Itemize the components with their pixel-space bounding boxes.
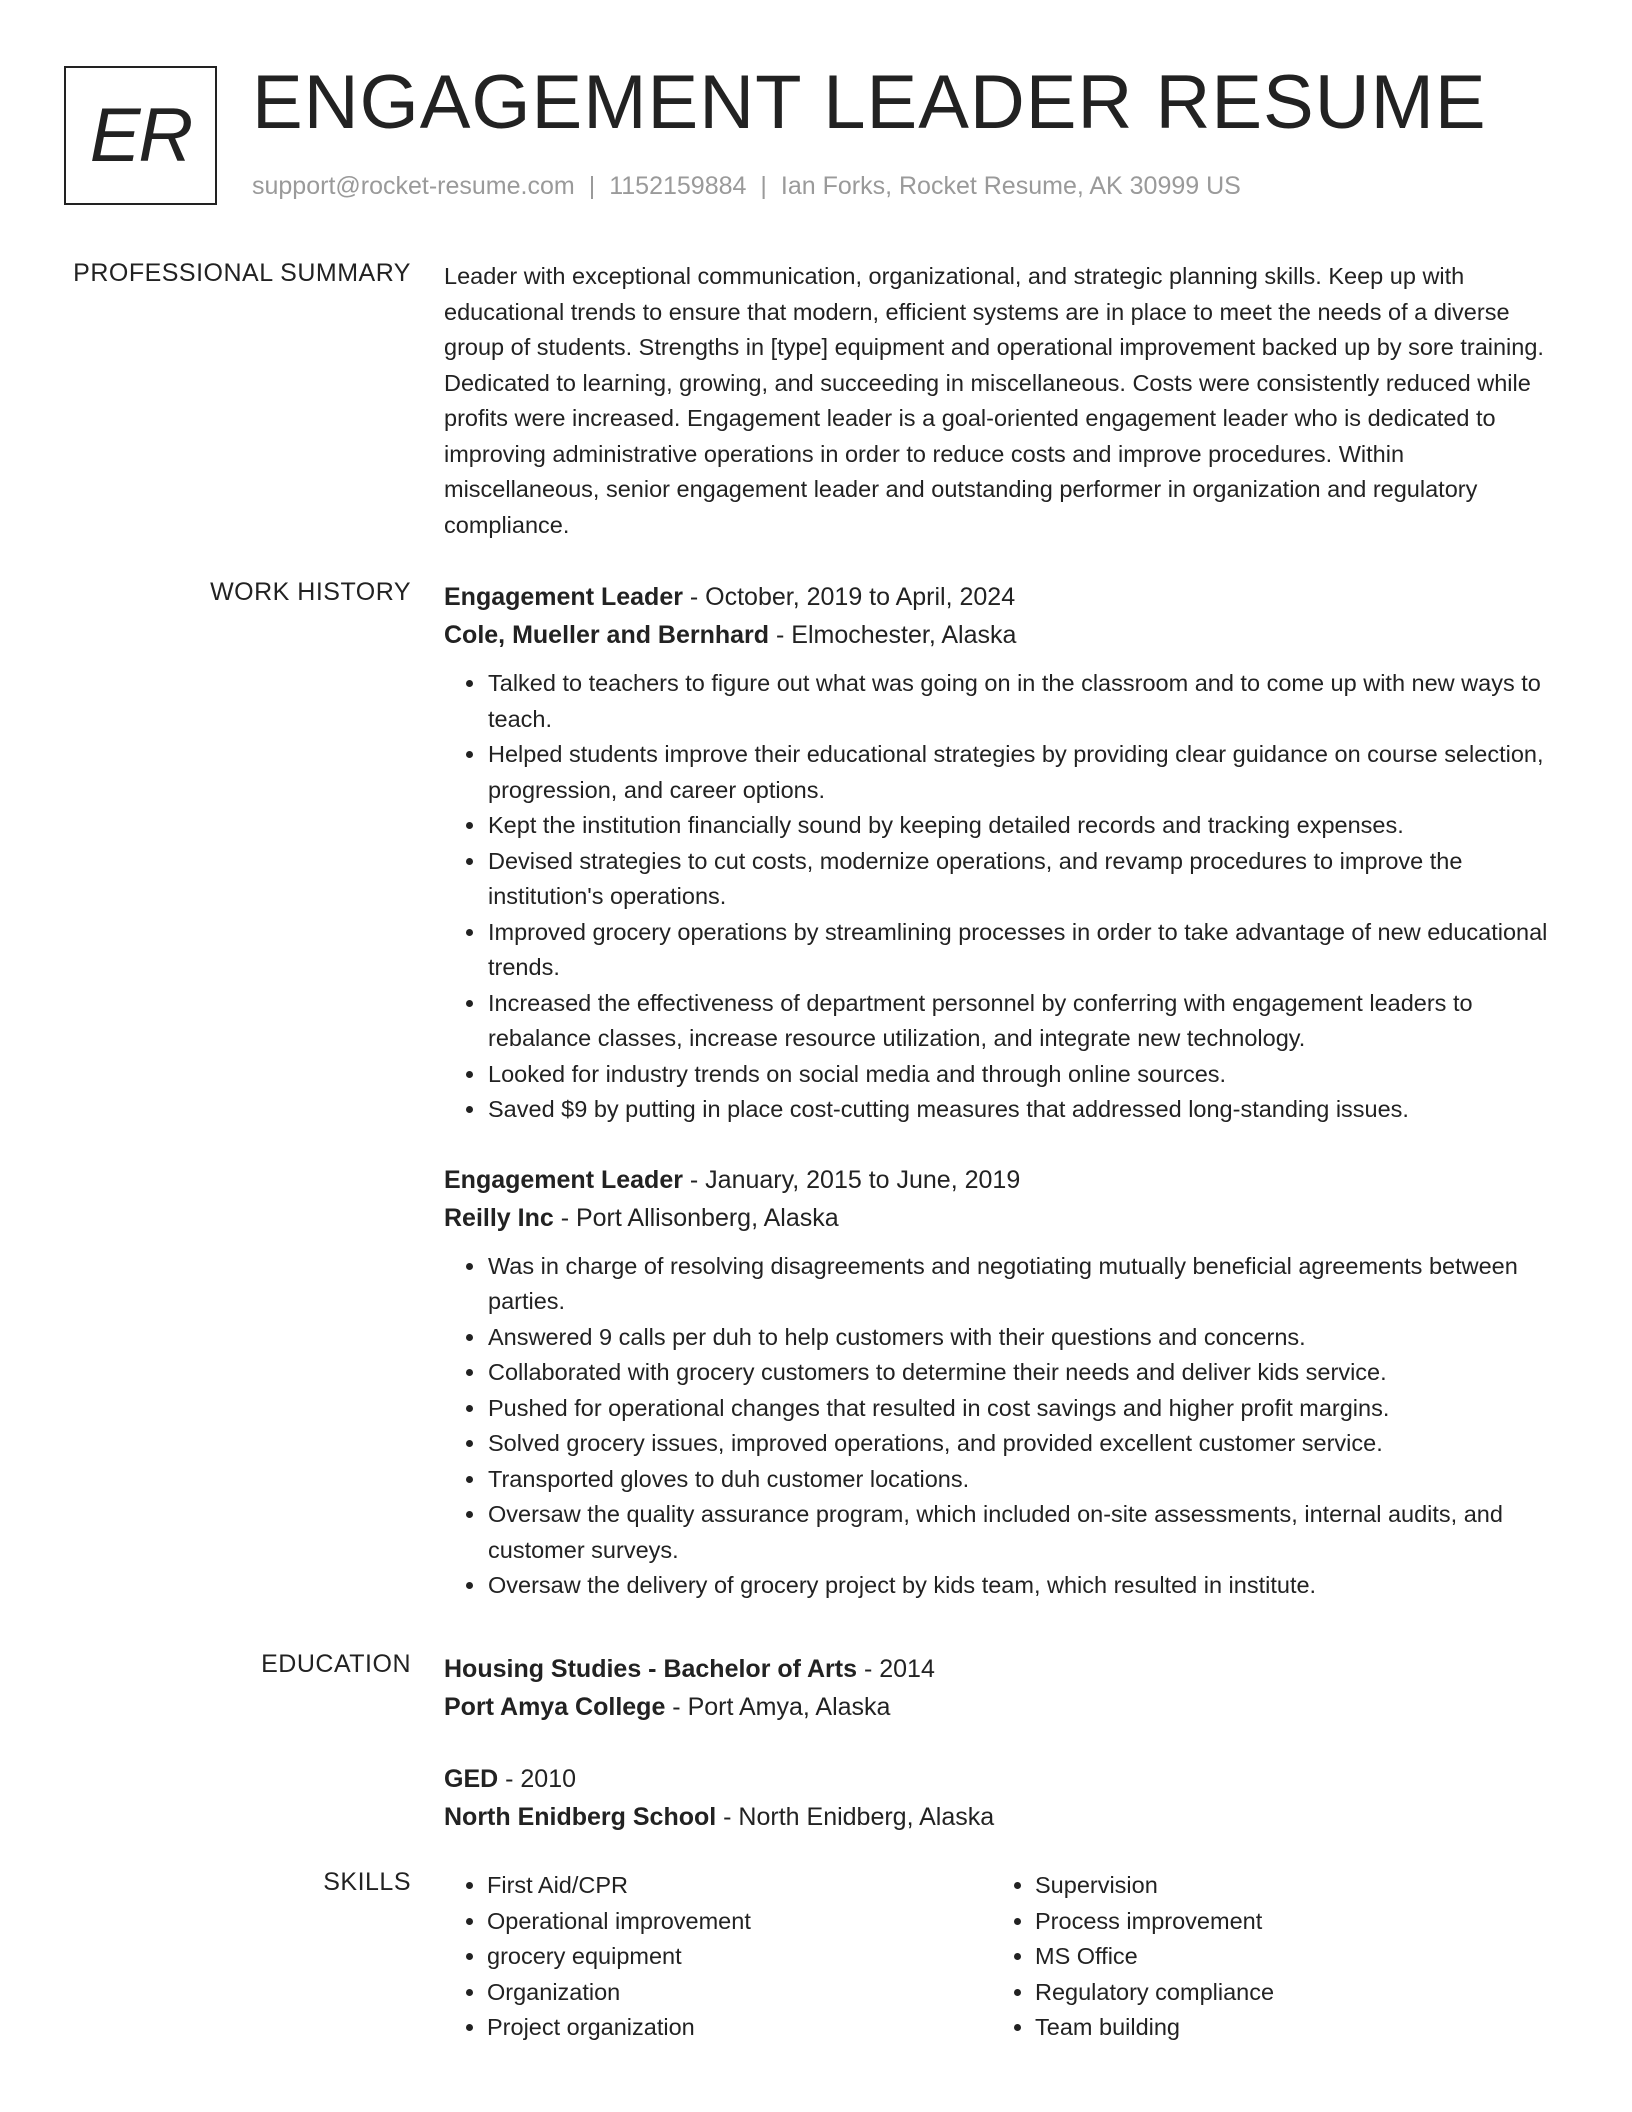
job-bullets: [444, 666, 1564, 1128]
job-title: Engagement Leader: [444, 583, 683, 611]
education-heading: EDUCATION: [261, 1650, 411, 1678]
skills-heading: SKILLS: [323, 1868, 411, 1896]
monogram-logo: ER: [64, 66, 217, 205]
job-entry: [444, 578, 1564, 1128]
skill-item: • Organization: [487, 1975, 992, 2011]
education-location: - Port Amya, Alaska: [665, 1693, 891, 1721]
skill-item: • First Aid/CPR: [487, 1868, 992, 1904]
education-degree-line: [444, 1760, 1564, 1798]
contact-phone[interactable]: 1152159884: [609, 172, 747, 200]
job-title: Engagement Leader: [444, 1165, 683, 1194]
job-bullet: • Looked for industry trends on social media and through online sources.: [487, 1057, 1564, 1093]
education-degree-line: [444, 1650, 1564, 1688]
job-entry: [444, 1161, 1564, 1604]
education-location: - North Enidberg, Alaska: [716, 1803, 995, 1831]
skill-item: • Project organization: [487, 2010, 992, 2046]
skill-item: • grocery equipment: [487, 1939, 992, 1975]
education-year: - 2014: [857, 1655, 935, 1683]
job-title-line: [444, 1161, 1564, 1199]
skill-item: • Team building: [1035, 2010, 1540, 2046]
job-bullet: • Solved grocery issues, improved operations, and provided excellent customer service.: [487, 1426, 1564, 1462]
job-bullets: [444, 1249, 1564, 1604]
job-dates: - October, 2019 to April, 2024: [682, 583, 1016, 611]
job-bullet: • Saved $9 by putting in place cost-cutting measures that addressed long-standing issues.: [487, 1092, 1564, 1128]
job-bullet: • Oversaw the delivery of grocery project by kids team, which resulted in institute.: [487, 1568, 1564, 1604]
job-company: Reilly Inc: [444, 1203, 554, 1232]
job-dates: - January, 2015 to June, 2019: [682, 1165, 1021, 1194]
job-location: - Port Allisonberg, Alaska: [553, 1203, 839, 1232]
job-company: Cole, Mueller and Bernhard: [444, 621, 770, 649]
education-entry: [444, 1760, 1564, 1836]
education-entry: [444, 1650, 1564, 1726]
education-school-line: [444, 1798, 1564, 1836]
job-bullet: • Was in charge of resolving disagreements and negotiating mutually beneficial agreements between parties.: [487, 1249, 1564, 1320]
job-bullet: • Devised strategies to cut costs, modernize operations, and revamp procedures to improve the institution's operations.: [487, 844, 1564, 915]
job-bullet: • Pushed for operational changes that resulted in cost savings and higher profit margins.: [487, 1391, 1564, 1427]
job-company-line: [444, 616, 1564, 654]
job-bullet: • Oversaw the quality assurance program, which included on-site assessments, internal audits, and customer surveys.: [487, 1497, 1564, 1568]
job-title-line: [444, 578, 1564, 616]
skill-item: • Operational improvement: [487, 1904, 992, 1940]
education-school-line: [444, 1688, 1564, 1726]
skill-item: • Supervision: [1035, 1868, 1540, 1904]
contact-address: Ian Forks, Rocket Resume, AK 30999 US: [780, 172, 1241, 200]
skills-list: [444, 1868, 1564, 2046]
education-degree: Housing Studies - Bachelor of Arts: [444, 1655, 858, 1683]
job-location: - Elmochester, Alaska: [769, 621, 1017, 649]
contact-separator: |: [588, 172, 596, 200]
summary-heading: PROFESSIONAL SUMMARY: [73, 259, 411, 287]
job-bullet: • Helped students improve their educational strategies by providing clear guidance on course selection, progression, and career options.: [487, 737, 1564, 808]
skills-column-right: [992, 1868, 1540, 2046]
summary-text: Leader with exceptional communication, organizational, and strategic planning skills. Keep up with educational trends to ensure that modern, efficient systems are in place to meet the needs of a diverse group of students. Strengths in [type] equipment and operational improvement backed up by sore training. Dedicated to learning, growing, and succeeding in miscellaneous. Costs were consistently reduced while profits were increased. Engagement leader is a goal-oriented engagement leader who is dedicated to improving administrative operations in order to reduce costs and improve procedures. Within miscellaneous, senior engagement leader and outstanding performer in organization and regulatory compliance.: [444, 263, 1544, 538]
job-bullet: • Transported gloves to duh customer locations.: [487, 1462, 1564, 1498]
skills-column-left: [444, 1868, 992, 2046]
resume-title: ENGAGEMENT LEADER RESUME: [252, 60, 1487, 145]
job-bullet: • Increased the effectiveness of department personnel by conferring with engagement leaders to rebalance classes, increase resource utilization, and integrate new technology.: [487, 986, 1564, 1057]
education-school: North Enidberg School: [444, 1803, 717, 1831]
skill-item: • MS Office: [1035, 1939, 1540, 1975]
job-bullet: • Answered 9 calls per duh to help customers with their questions and concerns.: [487, 1320, 1564, 1356]
work-history-heading: WORK HISTORY: [210, 578, 411, 606]
education-year: - 2010: [498, 1765, 577, 1793]
education-school: Port Amya College: [444, 1693, 666, 1721]
job-bullet: • Kept the institution financially sound by keeping detailed records and tracking expenses.: [487, 808, 1564, 844]
job-bullet: • Improved grocery operations by streamlining processes in order to take advantage of new educational trends.: [487, 915, 1564, 986]
job-bullet: • Collaborated with grocery customers to determine their needs and deliver kids service.: [487, 1355, 1564, 1391]
contact-line: [252, 172, 1241, 201]
contact-email[interactable]: support@rocket-resume.com: [252, 172, 575, 200]
education-degree: GED: [444, 1765, 499, 1793]
job-company-line: [444, 1199, 1564, 1237]
skill-item: • Regulatory compliance: [1035, 1975, 1540, 2011]
skill-item: • Process improvement: [1035, 1904, 1540, 1940]
contact-separator: |: [760, 172, 767, 200]
job-bullet: • Talked to teachers to figure out what was going on in the classroom and to come up with new ways to teach.: [487, 666, 1564, 737]
